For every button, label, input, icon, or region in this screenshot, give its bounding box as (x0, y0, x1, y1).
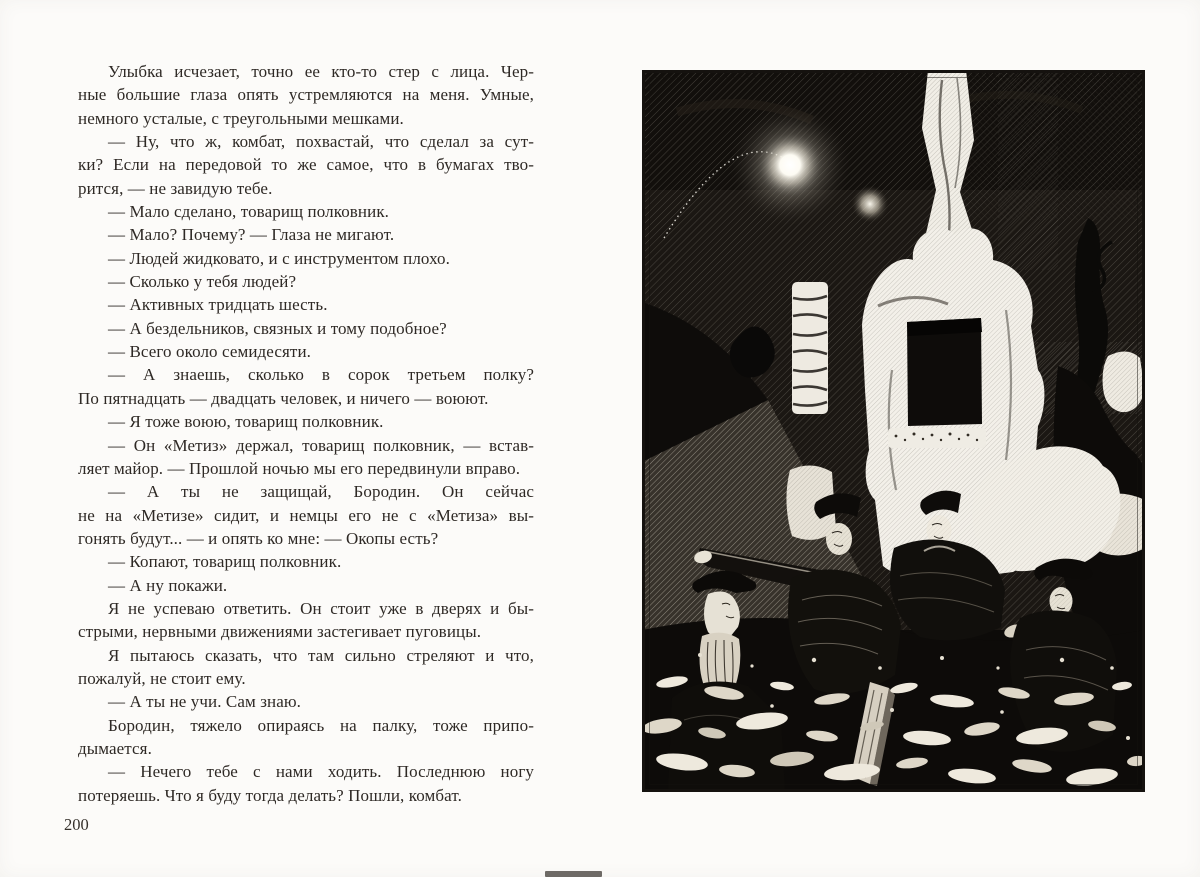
text-line: — Активных тридцать шесть. (108, 295, 328, 315)
text-line: немного усталые, с треугольными мешками. (78, 108, 404, 128)
text-line: — Сколько у тебя людей? (108, 272, 297, 292)
text-line: Я не успеваю ответить. Он стоит уже в дверях и бы- (108, 598, 534, 618)
text-line: По пятнадцать — двадцать человек, и ничего — воюют. (78, 388, 489, 408)
page-bottom-bar (545, 871, 602, 877)
text-line: — Копают, товарищ полковник. (108, 552, 342, 572)
left-page-text (78, 60, 534, 807)
text-line: рится, — не завидую тебе. (78, 178, 273, 198)
page-number: 200 (64, 815, 89, 834)
text-line: Бородин, тяжело опираясь на палку, тоже припо- (108, 715, 534, 735)
text-line: — Ну, что ж, комбат, похвастай, что сделал за сут- (108, 132, 534, 152)
text-line: — А ты не учи. Сам знаю. (108, 692, 302, 712)
text-line: — А ты не защищай, Бородин. Он сейчас (108, 482, 534, 502)
text-line: ляет майор. — Прошлой ночью мы его передвинули вправо. (78, 458, 521, 478)
text-line: — А бездельников, связных и тому подобное? (108, 318, 447, 338)
text-line: — Всего около семидесяти. (108, 342, 312, 362)
text-line: — А ну покажи. (108, 575, 228, 595)
text-line: ки? Если на передовой то же самое, что в бумагах тво- (78, 155, 534, 175)
text-line: гонять будут... — и опять ко мне: — Окопы есть? (78, 528, 439, 548)
text-line: дымается. (78, 738, 152, 758)
text-line: — Людей жидковато, и с инструментом плохо. (108, 248, 450, 268)
text-line: Улыбка исчезает, точно ее кто-то стер с лица. Чер- (108, 62, 534, 81)
text-line: — Нечего тебе с нами ходить. Последнюю ногу (108, 762, 534, 782)
text-line: не на «Метизе» сидит, и немцы его не с «Метиза» вы- (78, 505, 534, 525)
text-line: ные большие глаза опять устремляются на меня. Умные, (78, 85, 534, 105)
flare-large (756, 131, 824, 199)
flare-small (851, 185, 889, 223)
text-line: — Я тоже воюю, товарищ полковник. (108, 412, 384, 432)
text-line: — А знаешь, сколько в сорок третьем полку? (108, 365, 534, 385)
text-line: пожалуй, не стоит ему. (78, 668, 246, 688)
text-line: Я пытаюсь сказать, что там сильно стреляют и что, (108, 645, 534, 665)
text-line: — Мало? Почему? — Глаза не мигают. (108, 225, 395, 245)
engraving-illustration (642, 70, 1145, 792)
text-line: — Мало сделано, товарищ полковник. (108, 202, 390, 222)
text-line: — Он «Метиз» держал, товарищ полковник, — встав- (108, 435, 534, 455)
text-line: потеряешь. Что я буду тогда делать? Пошли, комбат. (78, 785, 462, 805)
text-line: стрыми, нервными движениями застегивает пуговицы. (78, 622, 482, 642)
